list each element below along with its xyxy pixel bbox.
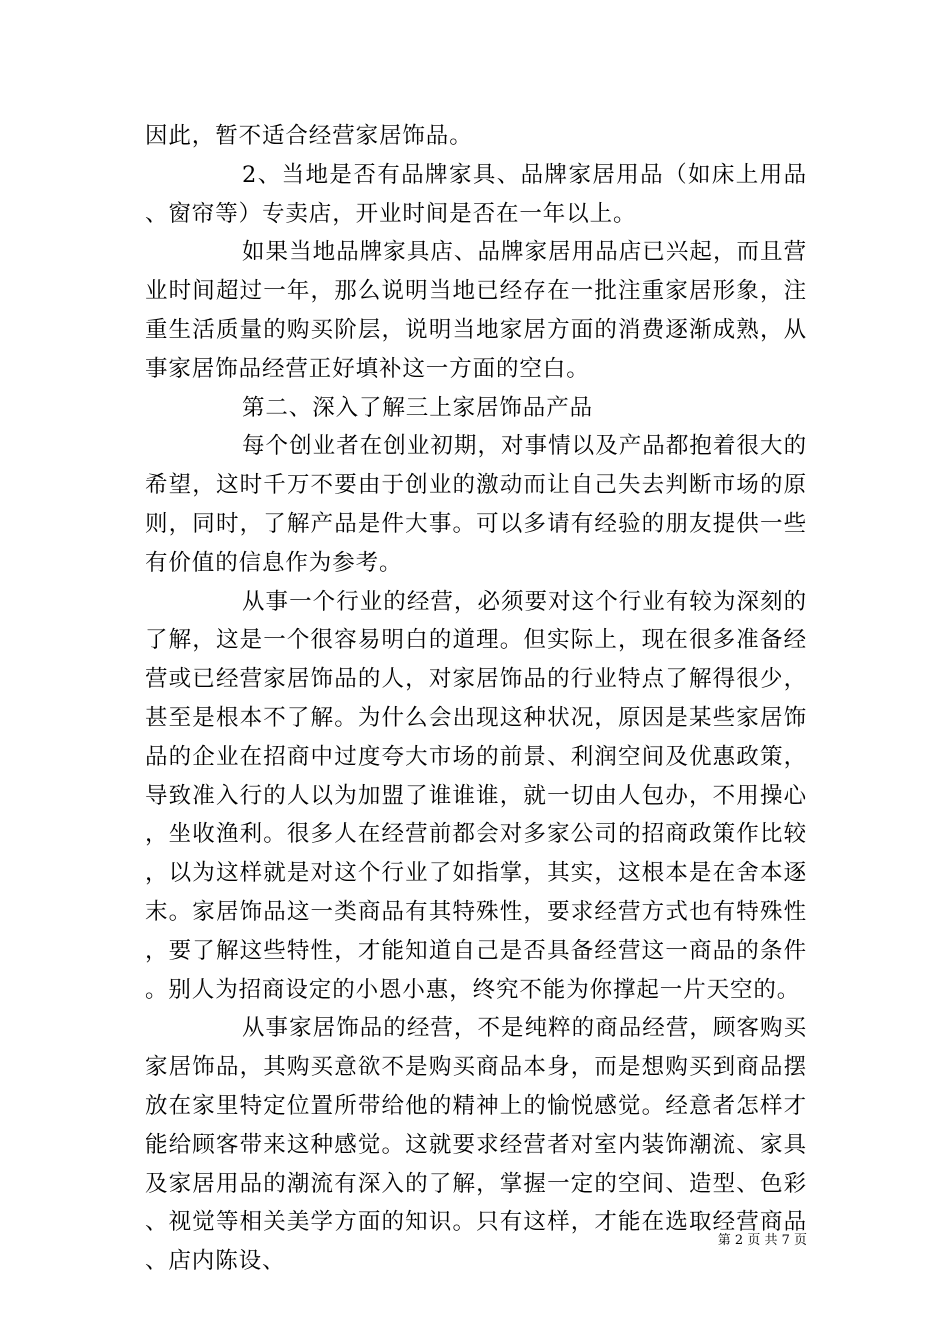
section-heading-second: 第二、深入了解三上家居饰品产品 [242,394,594,421]
paragraph-not-pure-goods: 从事家居饰品的经营，不是纯粹的商品经营，顾客购买家居饰品，其购买意欲不是购买商品本身，而是想购买到商品摆放在家里特定位置所带给他的精神上的愉悦感觉。经意者怎样才能给顾客带来这种感觉。这就要求经营者对室内装饰潮流、家具及家居用品的潮流有深入的了解，掌握一定的空间、造型、色彩、视觉等相关美学方面的知识。只有这样，才能在选取经营商品、店内陈设、 [145,1015,807,1275]
page-body [145,117,807,1281]
paragraph-brand-stores: 如果当地品牌家具店、品牌家居用品店已兴起，而且营业时间超过一年，那么说明当地已经存在一批注重家居形象，注重生活质量的购买阶层，说明当地家居方面的消费逐渐成熟，从事家居饰品经营正好填补这一方面的空白。 [145,239,807,382]
paragraph-item-2: 2、当地是否有品牌家具、品牌家居用品（如床上用品、窗帘等）专卖店，开业时间是否在一年以上。 [145,161,807,227]
paragraph-industry-understanding: 从事一个行业的经营，必须要对这个行业有较为深刻的了解，这是一个很容易明白的道理。但实际上，现在很多准备经营或已经营家居饰品的人，对家居饰品的行业特点了解得很少，甚至是根本不了解。为什么会出现这种状况，原因是某些家居饰品的企业在招商中过度夸大市场的前景、利润空间及优惠政策，导致准入行的人以为加盟了谁谁谁，就一切由人包办，不用操心，坐收渔利。很多人在经营前都会对多家公司的招商政策作比较，以为这样就是对这个行业了如指掌，其实，这根本是在舍本逐末。家居饰品这一类商品有其特殊性，要求经营方式也有特殊性，要了解这些特性，才能知道自己是否具备经营这一商品的条件。别人为招商设定的小恩小惠，终究不能为你撑起一片天空的。 [145,588,807,1003]
page-number-footer: 第 2 页 共 7 页 [717,1233,807,1248]
paragraph-entrepreneur-hopes: 每个创业者在创业初期，对事情以及产品都抱着很大的希望，这时千万不要由于创业的激动而让自己失去判断市场的原则，同时，了解产品是件大事。可以多请有经验的朋友提供一些有价值的信息作为参考。 [145,433,807,576]
paragraph-continuation: 因此，暂不适合经营家居饰品。 [145,123,473,149]
